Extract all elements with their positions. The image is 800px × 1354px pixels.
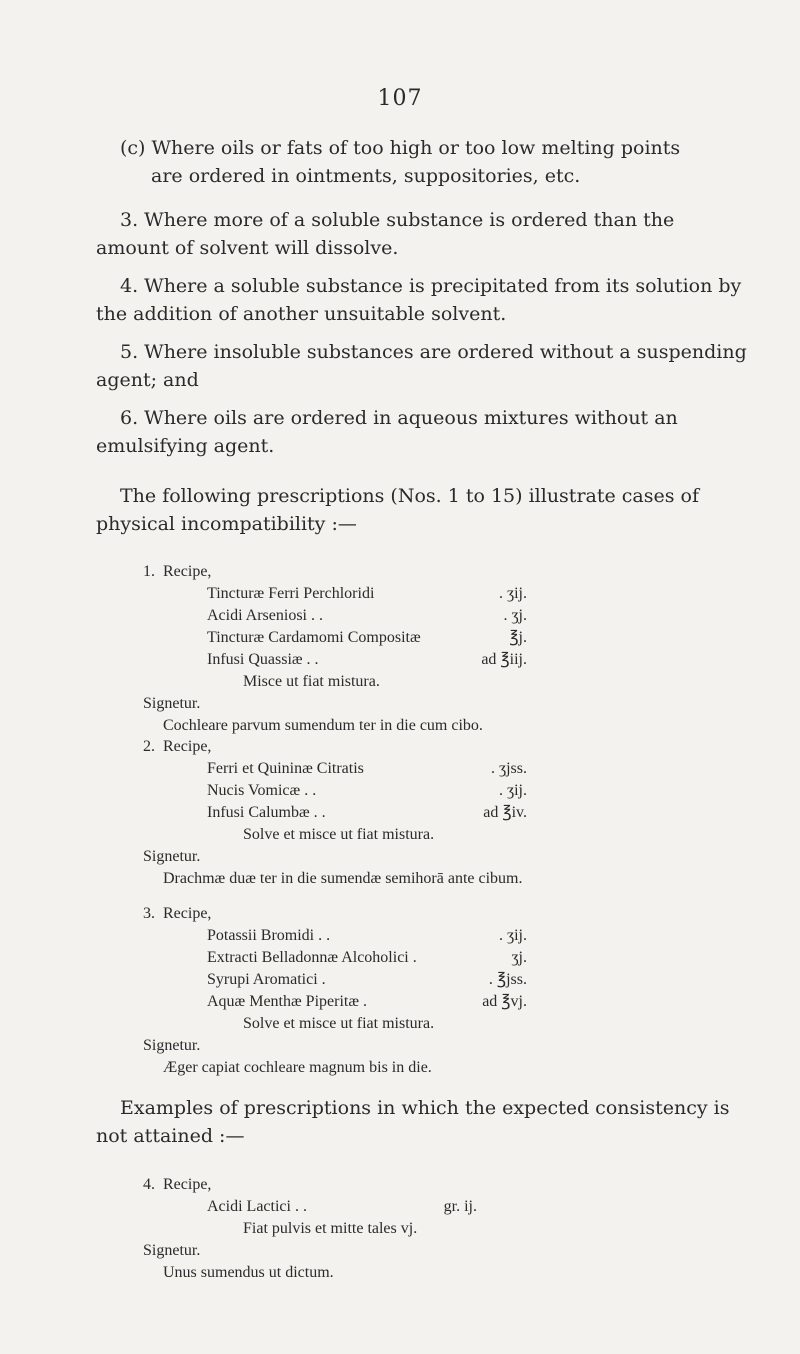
item-3: 3. Where more of a soluble substance is ordered than the amount of solvent will dissolve. xyxy=(96,209,675,259)
recipe-number: 4. xyxy=(143,1176,155,1193)
clause-c-line1: (c) Where oils or fats of too high or too low melting points xyxy=(120,137,681,159)
recipe-instruction: Solve et misce ut fiat mistura. xyxy=(243,826,435,843)
ingredient-name: Infusi Quassiæ . . xyxy=(207,651,319,668)
signetur: Signetur. xyxy=(143,1242,201,1259)
ingredient-name: Tincturæ Cardamomi Compositæ xyxy=(207,629,421,646)
recipe-directions: Æger capiat cochleare magnum bis in die. xyxy=(163,1059,432,1076)
signetur: Signetur. xyxy=(143,1037,201,1054)
signetur: Signetur. xyxy=(143,848,201,865)
ingredient-row xyxy=(163,627,527,649)
ingredient-name: Acidi Arseniosi . . xyxy=(207,607,323,624)
ingredient-row xyxy=(163,780,527,802)
clause-c xyxy=(120,134,750,190)
recipe-heading: Recipe, xyxy=(163,563,212,580)
recipe-1 xyxy=(143,561,527,737)
ingredient-quantity: . ʒij. xyxy=(499,782,527,799)
recipe-number: 3. xyxy=(143,905,155,922)
ingredient-quantity: ʒj. xyxy=(511,949,527,966)
ingredient-name: Potassii Bromidi . . xyxy=(207,927,331,944)
ingredient-name: Aquæ Menthæ Piperitæ . xyxy=(207,993,368,1010)
ingredient-quantity: . ʒj. xyxy=(503,607,527,624)
signetur: Signetur. xyxy=(143,695,201,712)
recipe-heading: Recipe, xyxy=(163,738,212,755)
item-5: 5. Where insoluble substances are ordered without a suspending agent; and xyxy=(96,341,747,391)
ingredient-name: Nucis Vomicæ . . xyxy=(207,782,317,799)
recipe-heading: Recipe, xyxy=(163,1176,212,1193)
recipe-directions: Cochleare parvum sumendum ter in die cum cibo. xyxy=(163,717,483,734)
ingredient-quantity: ad ℥vj. xyxy=(482,993,527,1010)
ingredient-row xyxy=(163,1196,477,1218)
recipe-directions: Unus sumendus ut dictum. xyxy=(163,1264,334,1281)
ingredient-name: Tincturæ Ferri Perchloridi xyxy=(207,585,375,602)
ingredient-quantity: gr. ij. xyxy=(443,1198,477,1215)
page-number: 107 xyxy=(377,86,423,111)
ingredient-row xyxy=(163,947,527,969)
ingredient-row xyxy=(163,649,527,671)
recipe-number: 2. xyxy=(143,738,155,755)
ingredient-name: Infusi Calumbæ . . xyxy=(207,804,326,821)
ingredient-row xyxy=(163,583,527,605)
ingredient-row xyxy=(163,605,527,627)
recipe-number: 1. xyxy=(143,563,155,580)
ingredient-quantity: . ʒij. xyxy=(499,927,527,944)
ingredient-name: Ferri et Quininæ Citratis xyxy=(207,760,364,777)
item-6: 6. Where oils are ordered in aqueous mixtures without an emulsifying agent. xyxy=(96,407,678,457)
recipe-3 xyxy=(143,903,527,1079)
ingredient-row xyxy=(163,758,527,780)
recipe-heading: Recipe, xyxy=(163,905,212,922)
recipe-4 xyxy=(143,1174,477,1284)
following-paragraph: The following prescriptions (Nos. 1 to 15) illustrate cases of physical incompatibility :— xyxy=(96,485,699,535)
recipe-instruction: Solve et misce ut fiat mistura. xyxy=(243,1015,435,1032)
ingredient-row xyxy=(163,925,527,947)
ingredient-quantity: ℥j. xyxy=(509,629,527,646)
ingredient-name: Syrupi Aromatici . xyxy=(207,971,326,988)
recipe-instruction: Misce ut fiat mistura. xyxy=(243,673,380,690)
clause-c-line2: are ordered in ointments, suppositories, etc. xyxy=(151,165,581,187)
ingredient-quantity: ad ℥iv. xyxy=(483,804,527,821)
ingredient-name: Acidi Lactici . . xyxy=(207,1198,307,1215)
ingredient-quantity: . ʒij. xyxy=(499,585,527,602)
recipe-directions: Drachmæ duæ ter in die sumendæ semihorā ante cibum. xyxy=(163,870,523,887)
ingredient-quantity: . ʒjss. xyxy=(491,760,527,777)
recipe-instruction: Fiat pulvis et mitte tales vj. xyxy=(243,1220,418,1237)
examples-paragraph: Examples of prescriptions in which the expected consistency is not attained :— xyxy=(96,1097,730,1147)
ingredient-row xyxy=(163,969,527,991)
item-4: 4. Where a soluble substance is precipitated from its solution by the addition of another unsuitable solvent. xyxy=(96,275,742,325)
ingredient-row xyxy=(163,802,527,824)
ingredient-row xyxy=(163,991,527,1013)
recipe-2 xyxy=(143,736,527,890)
ingredient-quantity: ad ℥iij. xyxy=(481,651,527,668)
ingredient-quantity: . ℥jss. xyxy=(488,971,527,988)
ingredient-name: Extracti Belladonnæ Alcoholici . xyxy=(207,949,417,966)
